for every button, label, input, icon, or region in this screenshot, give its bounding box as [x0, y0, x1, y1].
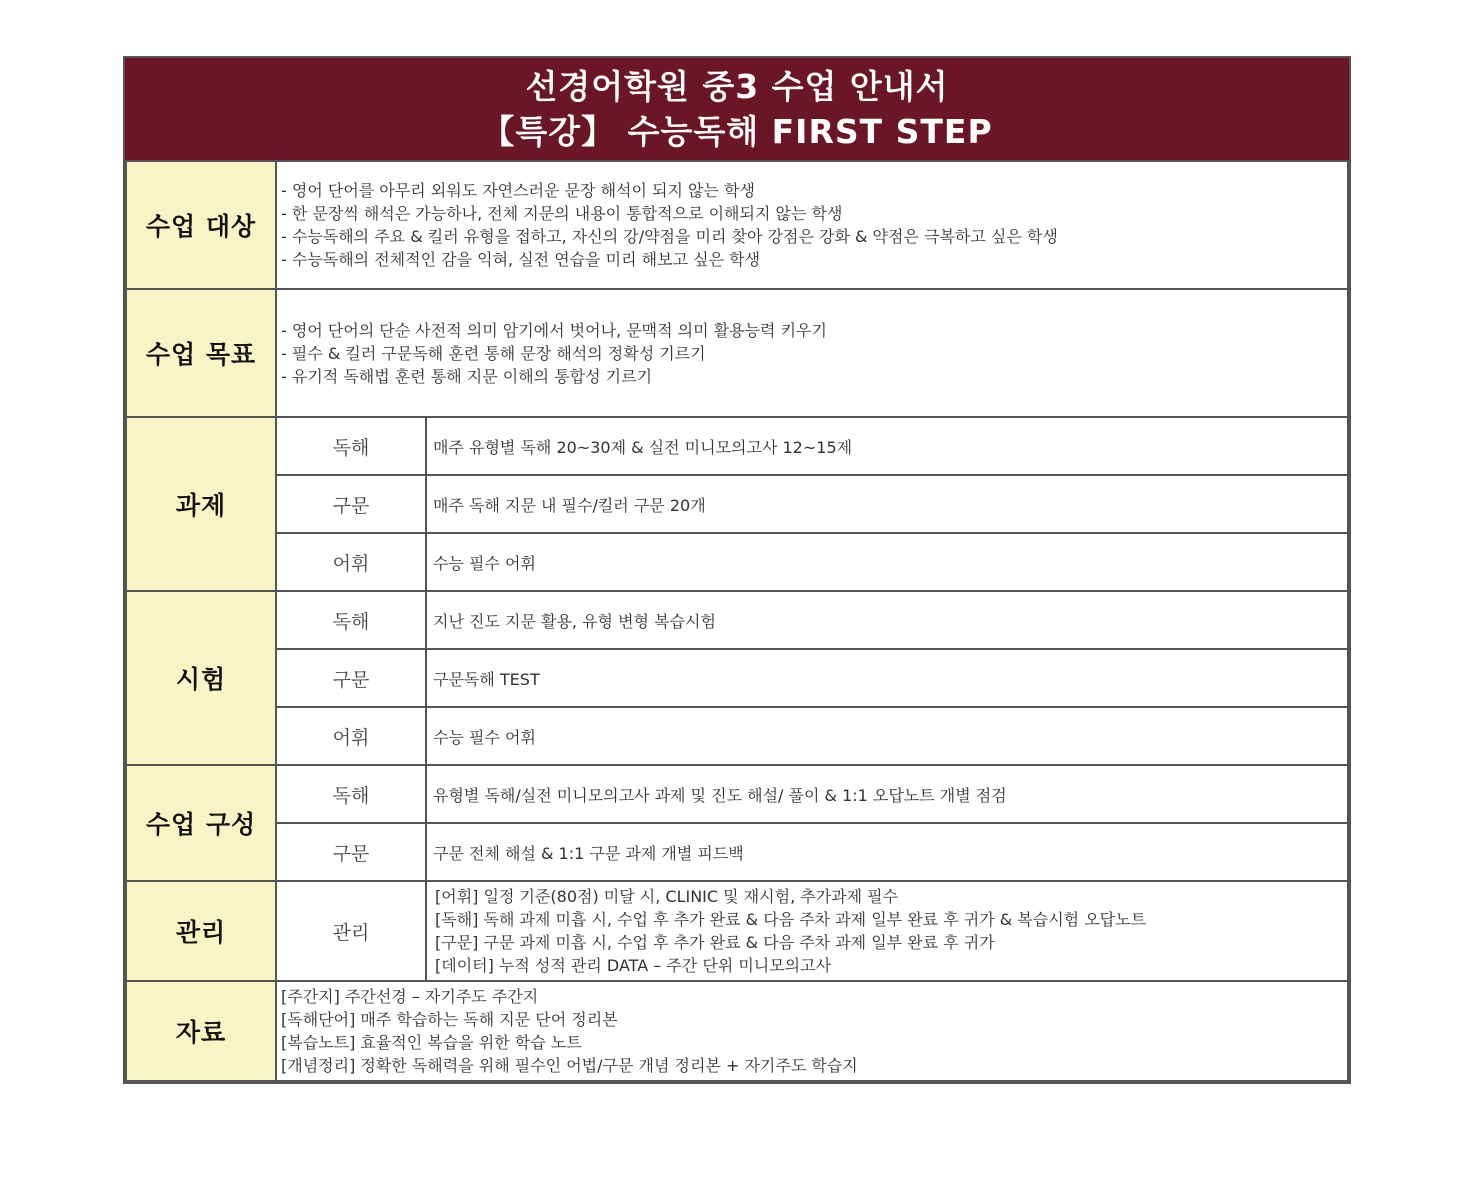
composition-row [126, 823, 1348, 881]
management-row [126, 881, 1348, 981]
homework-row [126, 475, 1348, 533]
materials-line: [개념정리] 정확한 독해력을 위해 필수인 어법/구문 개념 정리본 + 자기주도 학습지 [281, 1056, 858, 1075]
goal-line: - 유기적 독해법 훈련 통해 지문 이해의 통합성 기르기 [281, 366, 653, 386]
homework-value: 수능 필수 어휘 [426, 533, 1348, 591]
management-label: 관리 [126, 881, 276, 981]
goal-content [276, 289, 1348, 417]
test-sub-label: 구문 [276, 649, 426, 707]
homework-value: 매주 독해 지문 내 필수/킬러 구문 20개 [426, 475, 1348, 533]
goal-line: - 영어 단어의 단순 사전적 의미 암기에서 벗어나, 문맥적 의미 활용능력 키우기 [281, 320, 827, 340]
materials-line: [독해단어] 매주 학습하는 독해 지문 단어 정리본 [281, 1010, 618, 1029]
homework-label: 과제 [126, 417, 276, 591]
course-guide-document [123, 56, 1351, 1084]
management-line: [어휘] 일정 기준(80점) 미달 시, CLINIC 및 재시험, 추가과제 필수 [435, 887, 899, 906]
header-subtitle: 【특강】 수능독해 FIRST STEP [481, 112, 993, 151]
homework-sub-label: 어휘 [276, 533, 426, 591]
test-row [126, 707, 1348, 765]
test-row [126, 591, 1348, 649]
target-row [126, 161, 1348, 289]
composition-sub-label: 구문 [276, 823, 426, 881]
target-line: - 수능독해의 전체적인 감을 익혀, 실전 연습을 미리 해보고 싶은 학생 [281, 250, 761, 269]
test-value: 지난 진도 지문 활용, 유형 변형 복습시험 [426, 591, 1348, 649]
homework-row [126, 533, 1348, 591]
composition-row [126, 765, 1348, 823]
composition-sub-label: 독해 [276, 765, 426, 823]
materials-line: [복습노트] 효율적인 복습을 위한 학습 노트 [281, 1033, 582, 1052]
header-title: 선경어학원 중3 수업 안내서 [525, 67, 949, 106]
goal-line: - 필수 & 킬러 구문독해 훈련 통해 문장 해석의 정확성 기르기 [281, 343, 706, 363]
homework-value: 매주 유형별 독해 20~30제 & 실전 미니모의고사 12~15제 [426, 417, 1348, 475]
management-line: [독해] 독해 과제 미흡 시, 수업 후 추가 완료 & 다음 주차 과제 일부 완료 후 귀가 & 복습시험 오답노트 [435, 910, 1147, 929]
materials-row [126, 981, 1348, 1081]
materials-line: [주간지] 주간선경 – 자기주도 주간지 [281, 987, 539, 1006]
homework-sub-label: 독해 [276, 417, 426, 475]
homework-row [126, 417, 1348, 475]
management-sub-label: 관리 [276, 881, 426, 981]
test-value: 구문독해 TEST [426, 649, 1348, 707]
homework-sub-label: 구문 [276, 475, 426, 533]
document-header [125, 58, 1349, 160]
composition-label: 수업 구성 [126, 765, 276, 881]
materials-content [276, 981, 1348, 1081]
test-sub-label: 독해 [276, 591, 426, 649]
target-line: - 영어 단어를 아무리 외워도 자연스러운 문장 해석이 되지 않는 학생 [281, 181, 755, 200]
test-value: 수능 필수 어휘 [426, 707, 1348, 765]
management-line: [데이터] 누적 성적 관리 DATA – 주간 단위 미니모의고사 [435, 956, 832, 975]
target-line: - 한 문장씩 해석은 가능하나, 전체 지문의 내용이 통합적으로 이해되지 않는 학생 [281, 204, 843, 223]
course-info-table [125, 160, 1349, 1082]
materials-label: 자료 [126, 981, 276, 1081]
test-label: 시험 [126, 591, 276, 765]
target-content [276, 161, 1348, 289]
composition-value: 구문 전체 해설 & 1:1 구문 과제 개별 피드백 [426, 823, 1348, 881]
test-row [126, 649, 1348, 707]
management-content [426, 881, 1348, 981]
target-line: - 수능독해의 주요 & 킬러 유형을 접하고, 자신의 강/약점을 미리 찾아 강점은 강화 & 약점은 극복하고 싶은 학생 [281, 227, 1058, 246]
test-sub-label: 어휘 [276, 707, 426, 765]
composition-value: 유형별 독해/실전 미니모의고사 과제 및 진도 해설/ 풀이 & 1:1 오답노트 개별 점검 [426, 765, 1348, 823]
goal-row [126, 289, 1348, 417]
goal-label: 수업 목표 [126, 289, 276, 417]
target-label: 수업 대상 [126, 161, 276, 289]
management-line: [구문] 구문 과제 미흡 시, 수업 후 추가 완료 & 다음 주차 과제 일부 완료 후 귀가 [435, 933, 995, 952]
